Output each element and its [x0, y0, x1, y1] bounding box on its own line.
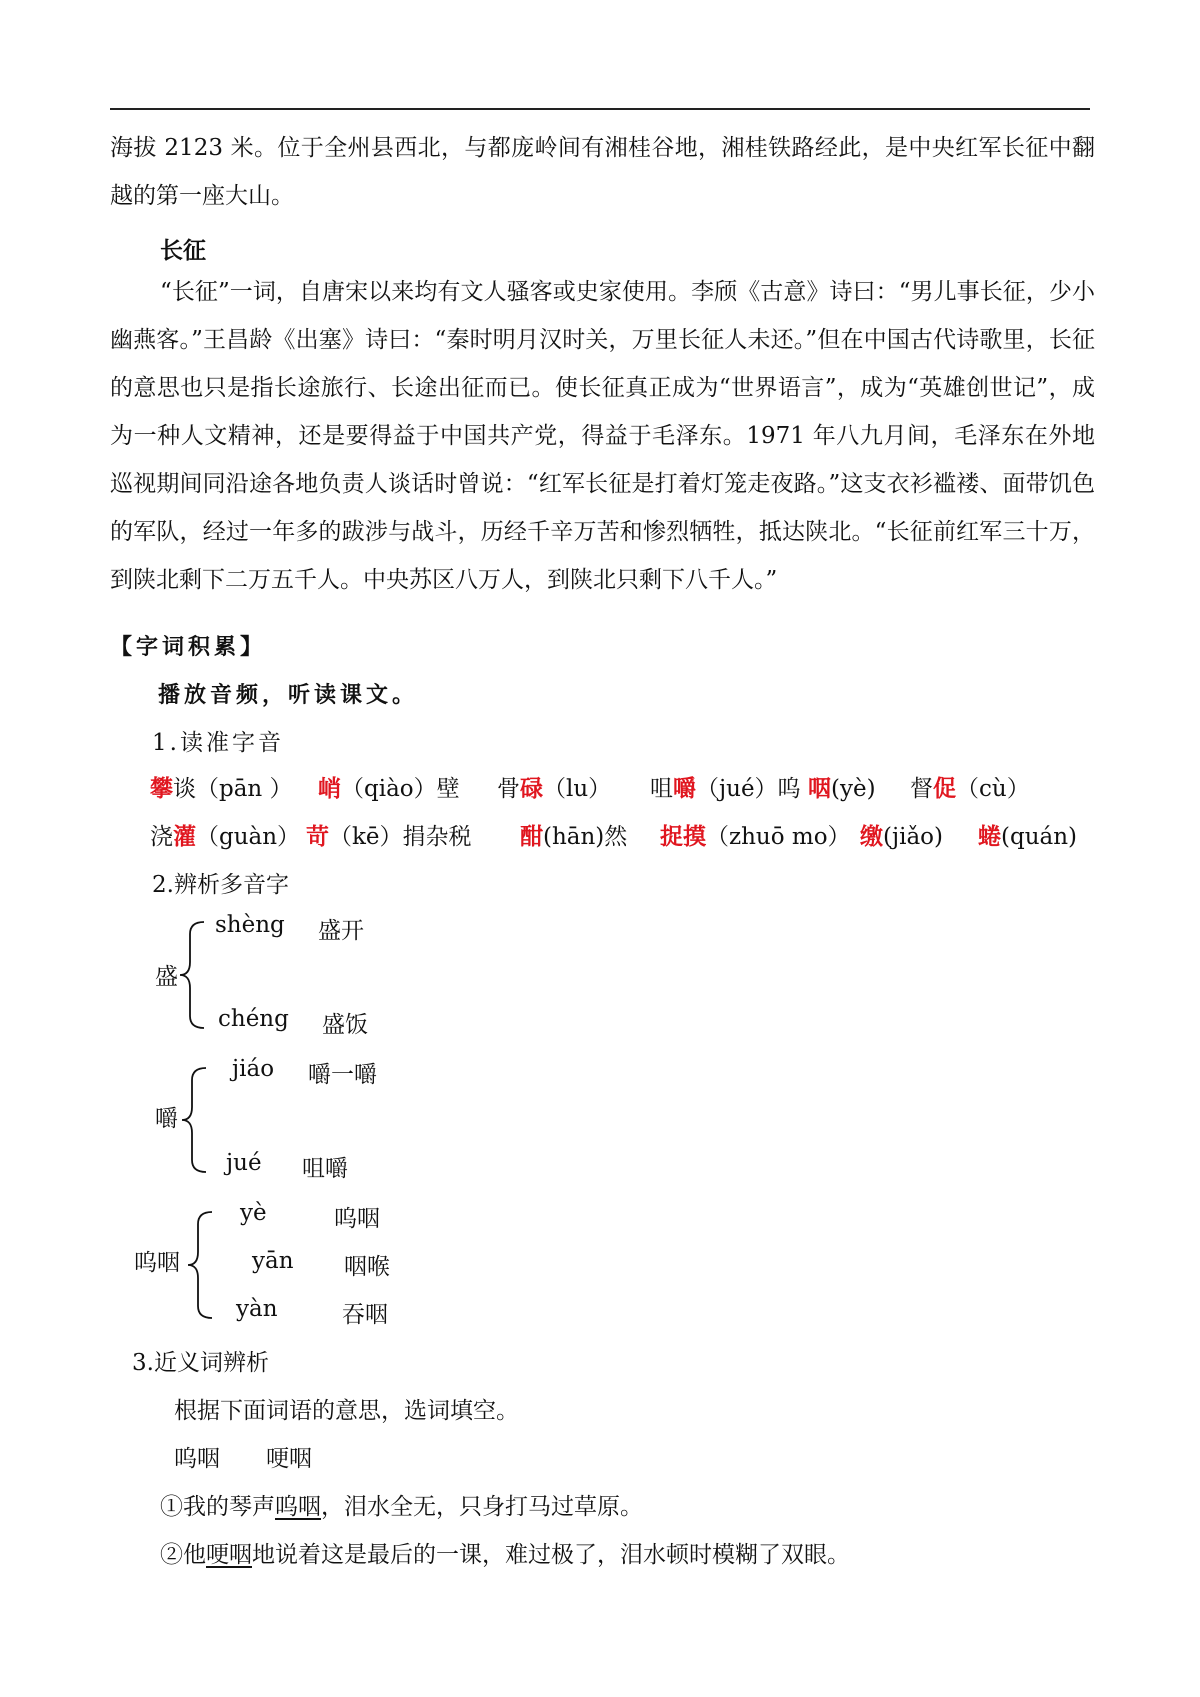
pron-char: 缴	[860, 824, 883, 850]
poly-pinyin: chéng	[218, 1006, 289, 1032]
changzheng-paragraph: “长征”一词，自唐宋以来均有文人骚客或史家使用。李颀《古意》诗曰：“男儿事长征，少小幽燕客。”王昌龄《出塞》诗曰：“秦时明月汉时关，万里长征人未还。”但在中国古代诗歌里，长征的意思也只是指长途旅行、长途出征而已。使长征真正成为“世界语言”，成为“英雄创世记”，成为一种人文精神，还是要得益于中国共产党，得益于毛泽东。1971 年八九月间，毛泽东在外地巡视期间同沿途各地负责人谈话时曾说：“红军长征是打着灯笼走夜路。”这支衣衫褴褛、面带饥色的军队，经过一年多的跋涉与战斗，历经千辛万苦和惨烈牺牲，抵达陕北。“长征前红军三十万，到陕北剩下二万五千人。中央苏区八万人，到陕北只剩下八千人。”	[110, 279, 1095, 593]
s3-item	[160, 1488, 643, 1521]
pron-item	[318, 770, 460, 803]
poly-char: 盛	[155, 964, 178, 990]
pron-char: 咽	[808, 776, 831, 802]
pron-item	[306, 818, 472, 851]
poly-word: 盛开	[318, 918, 364, 944]
pron-char: 苛	[306, 824, 329, 850]
pron-rest: (jiǎo)	[883, 824, 943, 850]
pron-rest: (yè)	[831, 776, 876, 802]
pron-rest: (hān)然	[543, 824, 628, 850]
brace-icon	[180, 1066, 210, 1174]
pron-item	[860, 818, 943, 851]
s3-item-blank: 哽咽	[206, 1542, 252, 1568]
pron-rest: （zhuō mo）	[706, 824, 851, 850]
poly-word: 咽喉	[344, 1254, 390, 1280]
pron-rest: （jué）呜	[696, 776, 801, 802]
pron-item	[808, 770, 876, 803]
pron-pre: 浇	[150, 824, 173, 850]
pron-char: 酣	[520, 824, 543, 850]
poly-pinyin: jiáo	[232, 1056, 275, 1082]
pron-char: 嚼	[673, 776, 696, 802]
poly-pinyin: yàn	[236, 1296, 278, 1322]
s3-instruction: 根据下面词语的意思，选词填空。	[174, 1398, 519, 1424]
pron-rest: （guàn）	[196, 824, 301, 850]
intro-paragraph: 海拔 2123 米。位于全州县西北，与都庞岭间有湘桂谷地，湘桂铁路经此，是中央红军长征中翻越的第一座大山。	[110, 135, 1095, 209]
pron-char: 捉摸	[660, 824, 706, 850]
pron-rest: 谈（pān ）	[173, 776, 293, 802]
section-title: 【字词积累】	[110, 635, 267, 660]
poly-pinyin: shèng	[215, 912, 285, 938]
poly-pinyin: jué	[226, 1150, 262, 1176]
pron-rest: （qiào）壁	[341, 776, 460, 802]
header-rule	[110, 108, 1090, 110]
poly-word: 嚼一嚼	[308, 1062, 377, 1088]
brace-icon	[178, 920, 208, 1030]
pron-rest: （cù）	[956, 776, 1030, 802]
pron-char: 峭	[318, 776, 341, 802]
poly-char: 呜咽	[134, 1250, 180, 1276]
pron-char: 碌	[520, 776, 543, 802]
poly-word: 咀嚼	[302, 1156, 348, 1182]
pron-item	[660, 818, 851, 851]
pron-rest: （kē）捐杂税	[329, 824, 472, 850]
s3-words: 呜咽 哽咽	[174, 1446, 312, 1472]
poly-pinyin: yè	[240, 1200, 267, 1226]
s3-item	[160, 1536, 850, 1569]
pron-item	[978, 818, 1077, 851]
pron-item	[520, 818, 627, 851]
pron-char: 攀	[150, 776, 173, 802]
s3-item-blank: 呜咽	[275, 1494, 321, 1520]
poly-word: 吞咽	[342, 1302, 388, 1328]
pron-char: 促	[933, 776, 956, 802]
pron-item	[150, 770, 293, 803]
pron-rest: (quán)	[1001, 824, 1078, 850]
s3-item-post: ，泪水全无，只身打马过草原。	[321, 1494, 643, 1520]
pron-pre: 骨	[497, 776, 520, 802]
s1-title: 1.读准字音	[152, 730, 284, 756]
s2-title: 2.辨析多音字	[152, 872, 289, 898]
brace-icon	[186, 1210, 216, 1320]
pron-char: 蜷	[978, 824, 1001, 850]
pron-item	[910, 770, 1030, 803]
s3-title: 3.近义词辨析	[132, 1350, 269, 1376]
changzheng-heading: 长征	[160, 238, 206, 264]
pron-rest: （lu）	[543, 776, 612, 802]
pron-item	[497, 770, 611, 803]
s3-item-pre: ②他	[160, 1542, 206, 1568]
s3-item-post: 地说着这是最后的一课，难过极了，泪水顿时模糊了双眼。	[252, 1542, 850, 1568]
s3-item-pre: ①我的琴声	[160, 1494, 275, 1520]
pron-item	[650, 770, 801, 803]
pron-item	[150, 818, 300, 851]
poly-pinyin: yān	[252, 1248, 294, 1274]
pron-pre: 咀	[650, 776, 673, 802]
poly-word: 盛饭	[322, 1012, 368, 1038]
poly-word: 呜咽	[334, 1206, 380, 1232]
poly-char: 嚼	[155, 1106, 178, 1132]
pron-pre: 督	[910, 776, 933, 802]
pron-char: 灌	[173, 824, 196, 850]
audio-note: 播放音频，听读课文。	[158, 683, 419, 708]
